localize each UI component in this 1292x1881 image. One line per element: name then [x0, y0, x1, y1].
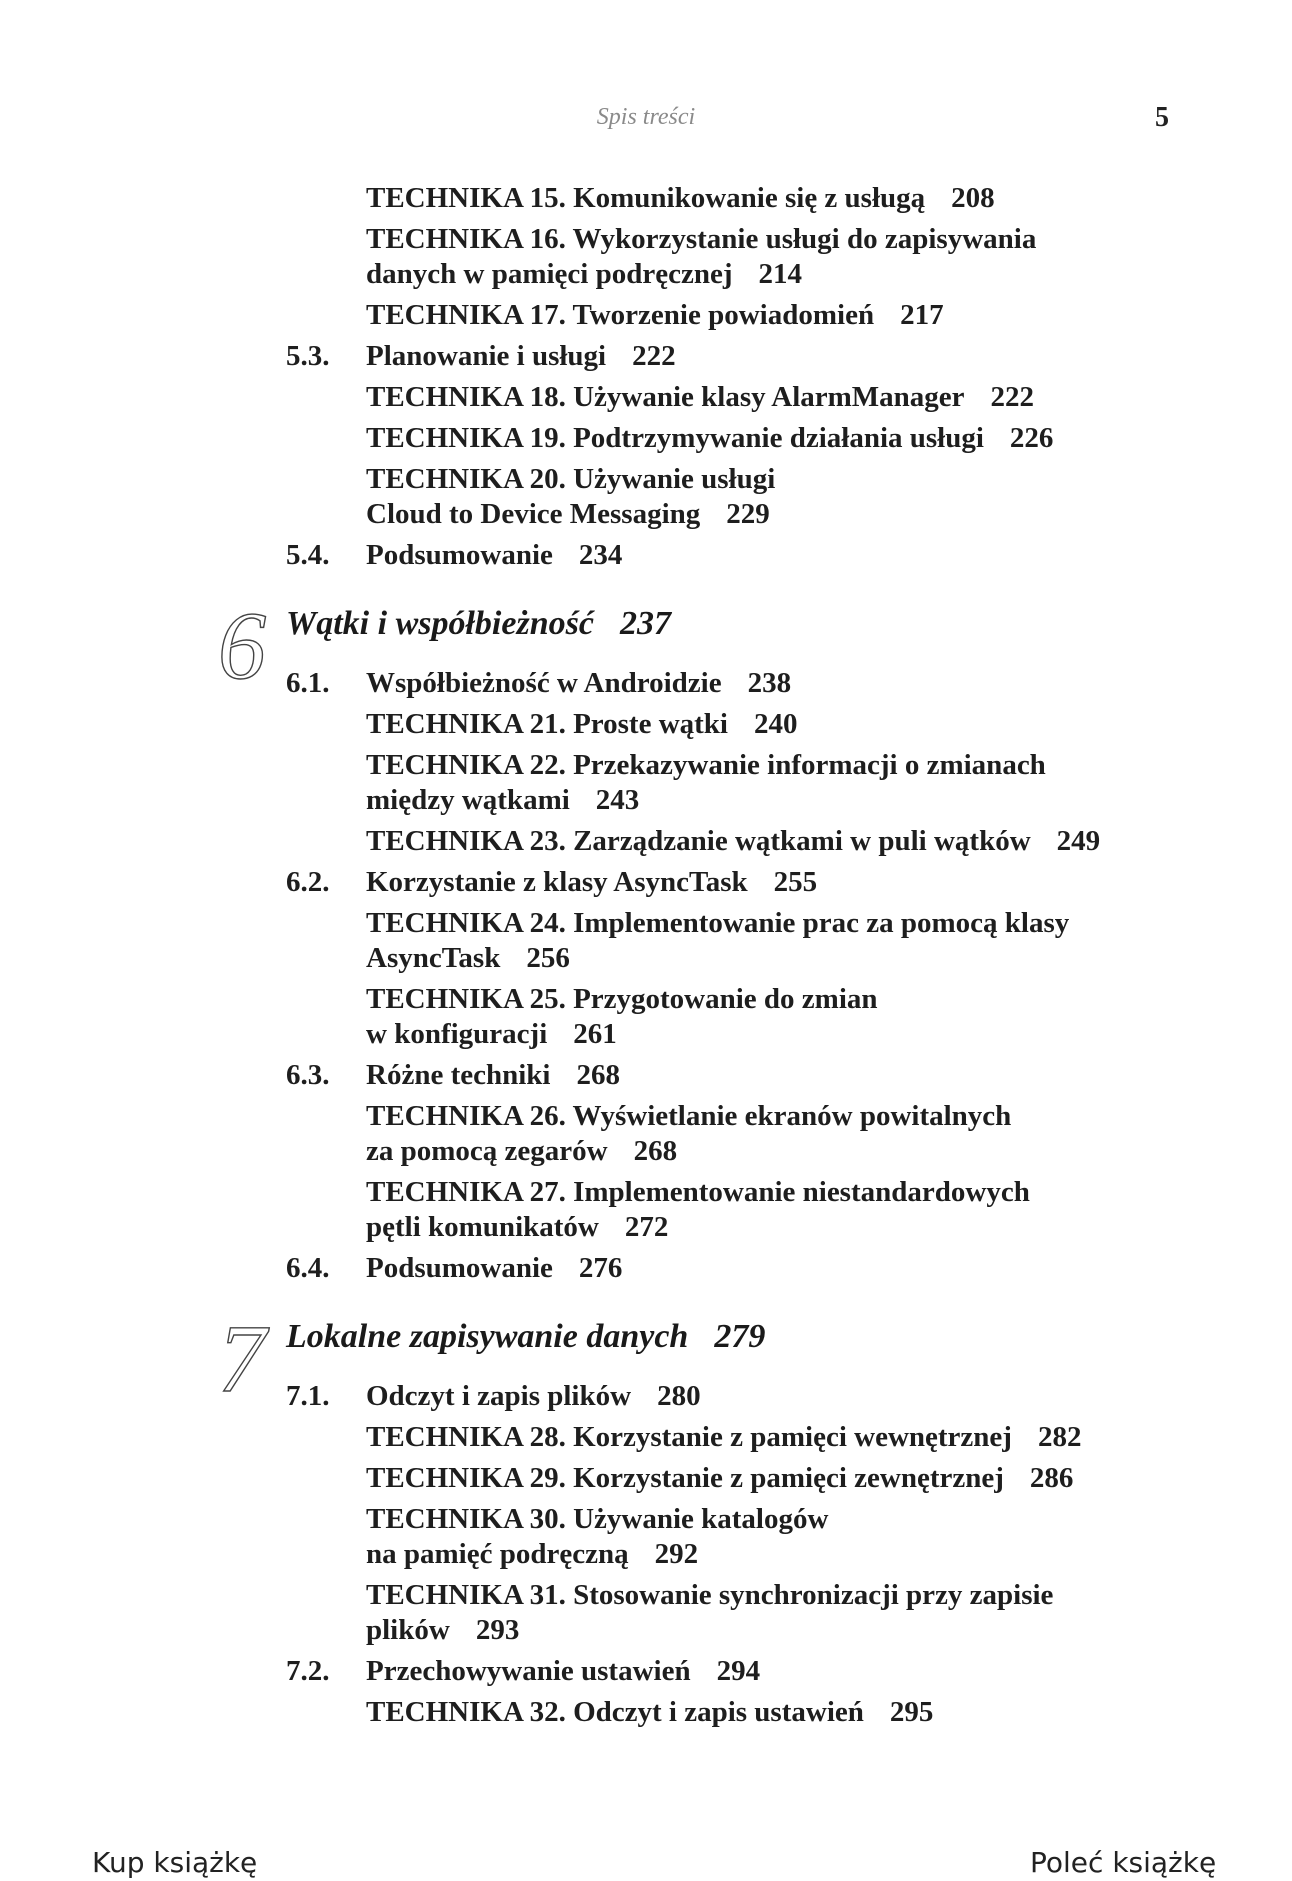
chapter-6-number: 6: [218, 592, 266, 699]
toc-entry-technika-32[interactable]: TECHNIKA 32. Odczyt i zapis ustawień 295: [366, 1696, 934, 1728]
toc-entry-technika-21[interactable]: TECHNIKA 21. Proste wątki 240: [366, 708, 798, 740]
toc-entry-technika-16-line2[interactable]: danych w pamięci podręcznej 214: [366, 258, 802, 290]
buy-book-link[interactable]: Kup książkę: [92, 1846, 258, 1879]
toc-entry-technika-23[interactable]: TECHNIKA 23. Zarządzanie wątkami w puli wątków 249: [366, 825, 1101, 857]
section-number-6-2: 6.2.: [286, 866, 330, 898]
toc-entry-technika-16-line1[interactable]: TECHNIKA 16. Wykorzystanie usługi do zapisywania: [366, 223, 1037, 255]
toc-entry-technika-25-line2[interactable]: w konfiguracji 261: [366, 1018, 617, 1050]
section-number-6-4: 6.4.: [286, 1252, 330, 1284]
toc-entry-technika-30-line2[interactable]: na pamięć podręczną 292: [366, 1538, 699, 1570]
toc-entry-technika-24-line1[interactable]: TECHNIKA 24. Implementowanie prac za pomocą klasy: [366, 907, 1070, 939]
running-header: Spis treści: [596, 104, 696, 130]
toc-section-6-2[interactable]: Korzystanie z klasy AsyncTask 255: [366, 866, 818, 898]
toc-entry-technika-31-line2[interactable]: plików 293: [366, 1614, 520, 1646]
toc-entry-technika-31-line1[interactable]: TECHNIKA 31. Stosowanie synchronizacji przy zapisie: [366, 1579, 1054, 1611]
toc-section-7-2[interactable]: Przechowywanie ustawień 294: [366, 1655, 761, 1687]
toc-entry-technika-20-line1[interactable]: TECHNIKA 20. Używanie usługi: [366, 463, 776, 495]
section-number-7-2: 7.2.: [286, 1655, 330, 1687]
toc-section-5-4[interactable]: Podsumowanie 234: [366, 539, 623, 571]
toc-entry-technika-27-line2[interactable]: pętli komunikatów 272: [366, 1211, 669, 1243]
section-number-6-3: 6.3.: [286, 1059, 330, 1091]
toc-section-5-3[interactable]: Planowanie i usługi 222: [366, 340, 676, 372]
toc-entry-technika-24-line2[interactable]: AsyncTask 256: [366, 942, 570, 974]
toc-entry-technika-29[interactable]: TECHNIKA 29. Korzystanie z pamięci zewnętrznej 286: [366, 1462, 1074, 1494]
toc-entry-technika-25-line1[interactable]: TECHNIKA 25. Przygotowanie do zmian: [366, 983, 878, 1015]
section-number-5-3: 5.3.: [286, 340, 330, 372]
toc-entry-technika-26-line2[interactable]: za pomocą zegarów 268: [366, 1135, 678, 1167]
toc-entry-technika-28[interactable]: TECHNIKA 28. Korzystanie z pamięci wewnętrznej 282: [366, 1421, 1082, 1453]
section-number-7-1: 7.1.: [286, 1380, 330, 1412]
chapter-7-title[interactable]: Lokalne zapisywanie danych 279: [286, 1318, 766, 1355]
toc-entry-technika-17[interactable]: TECHNIKA 17. Tworzenie powiadomień 217: [366, 299, 944, 331]
section-number-6-1: 6.1.: [286, 667, 330, 699]
toc-entry-technika-18[interactable]: TECHNIKA 18. Używanie klasy AlarmManager 222: [366, 381, 1035, 413]
toc-section-6-1[interactable]: Współbieżność w Androidzie 238: [366, 667, 792, 699]
chapter-6-title[interactable]: Wątki i współbieżność 237: [286, 605, 671, 642]
toc-entry-technika-30-line1[interactable]: TECHNIKA 30. Używanie katalogów: [366, 1503, 829, 1535]
toc-entry-technika-19[interactable]: TECHNIKA 19. Podtrzymywanie działania usługi 226: [366, 422, 1054, 454]
toc-entry-technika-22-line2[interactable]: między wątkami 243: [366, 784, 640, 816]
chapter-7-number: 7: [218, 1305, 266, 1412]
section-number-5-4: 5.4.: [286, 539, 330, 571]
toc-entry-technika-20-line2[interactable]: Cloud to Device Messaging 229: [366, 498, 770, 530]
toc-entry-technika-22-line1[interactable]: TECHNIKA 22. Przekazywanie informacji o zmianach: [366, 749, 1046, 781]
toc-entry-technika-26-line1[interactable]: TECHNIKA 26. Wyświetlanie ekranów powitalnych: [366, 1100, 1012, 1132]
recommend-book-link[interactable]: Poleć książkę: [1030, 1846, 1217, 1879]
toc-section-6-4[interactable]: Podsumowanie 276: [366, 1252, 623, 1284]
page-number: 5: [1155, 102, 1169, 133]
toc-entry-technika-27-line1[interactable]: TECHNIKA 27. Implementowanie niestandardowych: [366, 1176, 1030, 1208]
toc-section-6-3[interactable]: Różne techniki 268: [366, 1059, 620, 1091]
toc-section-7-1[interactable]: Odczyt i zapis plików 280: [366, 1380, 701, 1412]
toc-entry-technika-15[interactable]: TECHNIKA 15. Komunikowanie się z usługą 208: [366, 182, 995, 214]
